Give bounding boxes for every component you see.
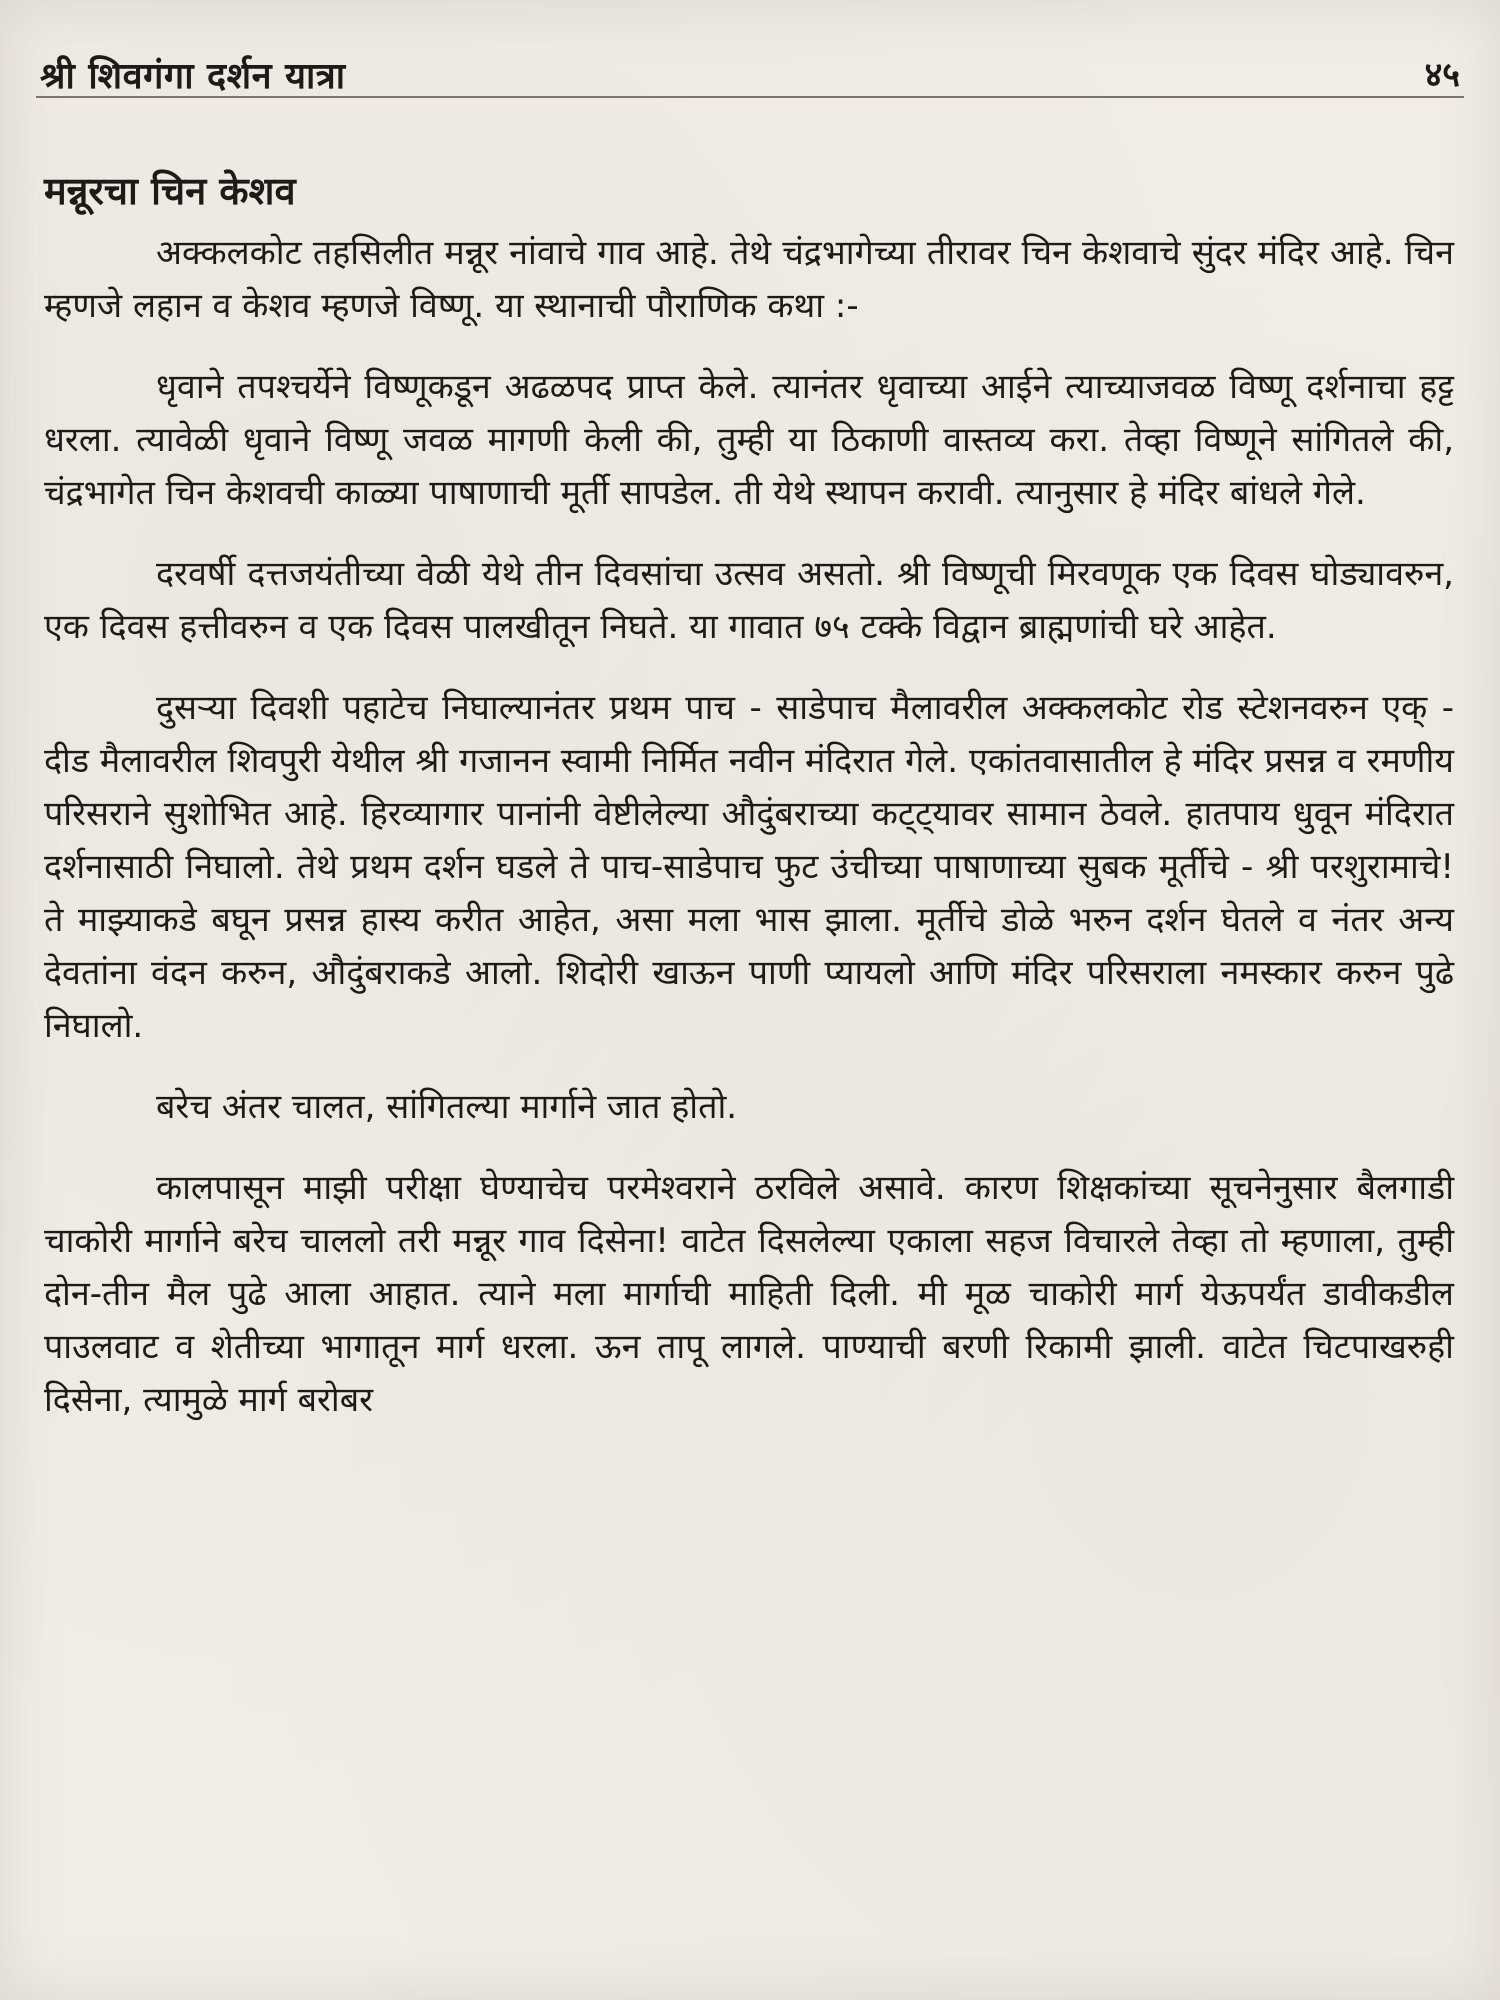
section-heading: मन्नूरचा चिन केशव	[44, 169, 296, 213]
paragraph-journey: कालपासून माझी परीक्षा घेण्याचेच परमेश्वराने ठरविले असावे. कारण शिक्षकांच्या सूचनेनुसार बैलगाडी चाकोरी मार्गाने बरेच चाललो तरी मन्नूर गाव दिसेना! वाटेत दिसलेल्या एकाला सहज विचारले तेव्हा तो म्हणाला, तुम्ही दोन-तीन मैल पुढे आला आहात. त्याने मला मार्गाची माहिती दिली. मी मूळ चाकोरी मार्ग येऊपर्यंत डावीकडील पाउलवाट व शेतीच्या भागातून मार्ग धरला. ऊन तापू लागले. पाण्याची बरणी रिकामी झाली. वाटेत चिटपाखरुही दिसेना, त्यामुळे मार्ग बरोबर	[44, 1168, 1454, 1421]
running-title: श्री शिवगंगा दर्शन यात्रा	[40, 56, 346, 97]
article-body	[44, 166, 1454, 1455]
header-divider	[36, 96, 1464, 98]
paragraph-walking: बरेच अंतर चालत, सांगितल्या मार्गाने जात होतो.	[156, 1087, 738, 1128]
paragraph-festival: दरवर्षी दत्तजयंतीच्या वेळी येथे तीन दिवसांचा उत्सव असतो. श्री विष्णूची मिरवणूक एक दिवस घोड्यावरुन, एक दिवस हत्तीवरुन व एक दिवस पालखीतून निघते. या गावात ७५ टक्के विद्वान ब्राह्मणांची घरे आहेत.	[44, 554, 1454, 648]
page-number: ४५	[1424, 55, 1460, 95]
running-header	[40, 50, 1460, 100]
paragraph-temple-visit: दुसऱ्या दिवशी पहाटेच निघाल्यानंतर प्रथम पाच - साडेपाच मैलावरील अक्कलकोट रोड स्टेशनवरुन एक् - दीड मैलावरील शिवपुरी येथील श्री गजानन स्वामी निर्मित नवीन मंदिरात गेले. एकांतवासातील हे मंदिर प्रसन्न व रमणीय परिसराने सुशोभित आहे. हिरव्यागार पानांनी वेष्टीलेल्या औदुंबराच्या कट्ट्यावर सामान ठेवले. हातपाय धुवून मंदिरात दर्शनासाठी निघालो. तेथे प्रथम दर्शन घडले ते पाच-साडेपाच फुट उंचीच्या पाषाणाच्या सुबक मूर्तीचे - श्री परशुरामाचे! ते माझ्याकडे बघून प्रसन्न हास्य करीत आहेत, असा मला भास झाला. मूर्तीचे डोळे भरुन दर्शन घेतले व नंतर अन्य देवतांना वंदन करुन, औदुंबराकडे आलो. शिदोरी खाऊन पाणी प्यायलो आणि मंदिर परिसराला नमस्कार करुन पुढे निघालो.	[44, 688, 1455, 1047]
paragraph-legend: धृवाने तपश्चर्येने विष्णूकडून अढळपद प्राप्त केले. त्यानंतर धृवाच्या आईने त्याच्याजवळ विष्णू दर्शनाचा हट्ट धरला. त्यावेळी धृवाने विष्णू जवळ मागणी केली की, तुम्ही या ठिकाणी वास्तव्य करा. तेव्हा विष्णूने सांगितले की, चंद्रभागेत चिन केशवची काळ्या पाषाणाची मूर्ती सापडेल. ती येथे स्थापन करावी. त्यानुसार हे मंदिर बांधले गेले.	[44, 367, 1454, 514]
paragraph-intro: अक्कलकोट तहसिलीत मन्नूर नांवाचे गाव आहे. तेथे चंद्रभागेच्या तीरावर चिन केशवाचे सुंदर मंदिर आहे. चिन म्हणजे लहान व केशव म्हणजे विष्णू. या स्थानाची पौराणिक कथा :-	[44, 233, 1454, 327]
